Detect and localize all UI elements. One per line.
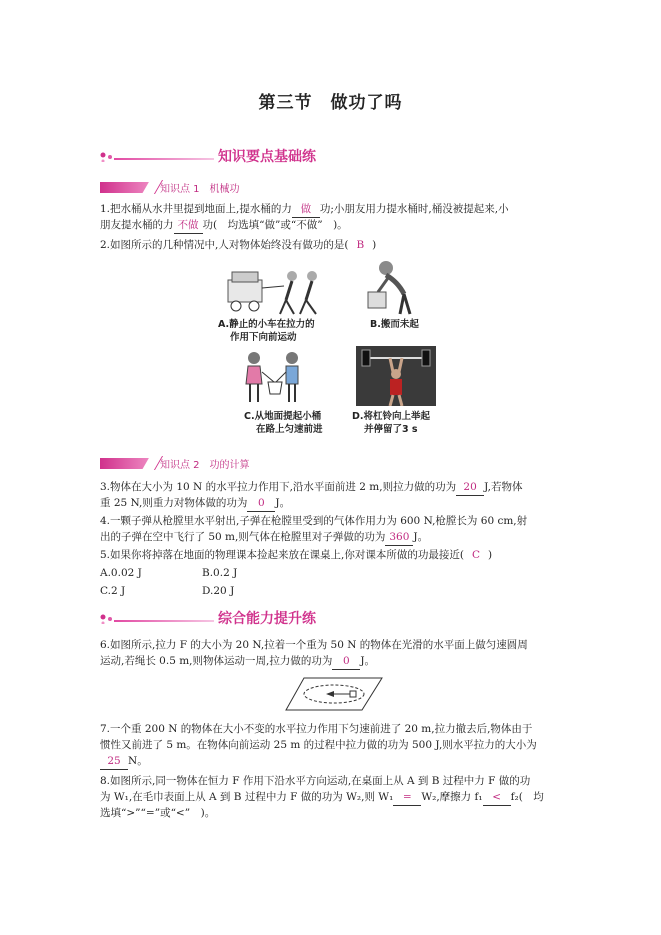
q1-text-4: 功( 均选填“做”或“不做” )。 <box>202 219 348 231</box>
question-2 <box>100 238 570 253</box>
section-line <box>114 158 214 160</box>
question-8-line-2 <box>100 790 570 806</box>
section-title: 知识要点基础练 <box>218 149 316 165</box>
q1-text-3: 朋友提水桶的力 <box>100 219 174 231</box>
question-7-line-3 <box>100 754 570 770</box>
q7-answer: 25 <box>100 754 128 770</box>
question-3-line-1 <box>100 480 570 496</box>
section-title: 综合能力提升练 <box>218 611 316 627</box>
figure-a-caption <box>218 318 315 344</box>
figure-c-caption-line-1: C.从地面提起小桶 <box>244 411 322 422</box>
question-1-line-1 <box>100 202 570 218</box>
knowledge-point-1 <box>100 180 400 196</box>
q2-close: ) <box>372 239 377 251</box>
question-3-line-2 <box>100 496 570 512</box>
q5-option-b: B.0.2 J <box>202 567 238 579</box>
q5-option-a: A.0.02 J <box>100 567 142 579</box>
q5-answer: C <box>471 549 480 561</box>
q6-answer: 0 <box>332 654 360 670</box>
q6-text: 运动,若绳长 0.5 m,则物体运动一周,拉力做的功为 <box>100 655 333 667</box>
q5-option-d: D.20 J <box>202 585 235 597</box>
weightlifter-icon <box>356 346 436 406</box>
figure-a-caption-line-2: 作用下向前运动 <box>230 332 297 343</box>
weightlifter-photo <box>356 346 436 406</box>
q3-text-4: J。 <box>275 497 291 509</box>
q1-answer-2: 不做 <box>174 218 203 234</box>
section-header-advanced <box>100 608 560 630</box>
page-title: 第三节 做功了吗 <box>258 93 403 113</box>
q8-text-3: f₂( 均 <box>510 791 544 803</box>
q1-answer-1: 做 <box>292 202 320 218</box>
cart-pull-illustration-icon <box>224 264 344 320</box>
figure-b-caption: B.搬而未起 <box>370 319 419 330</box>
q3-text: 3.物体在大小为 10 N 的水平拉力作用下,沿水平面前进 2 m,则拉力做的功为 <box>100 481 457 493</box>
q8-text: 为 W₁,在毛巾表面上从 A 到 B 过程中力 F 做的功为 W₂,则 W₁ <box>100 791 394 803</box>
question-7-line-2: 惯性又前进了 5 m。在物体向前运动 25 m 的过程中拉力做的功为 500 J,则水平拉力的大小为 <box>100 739 537 751</box>
question-8-line-1: 8.如图所示,同一物体在恒力 F 作用下沿水平方向运动,在桌面上从 A 到 B 过程中力 F 做的功 <box>100 775 531 787</box>
q7-text: N。 <box>128 755 148 767</box>
dots-decoration-icon <box>100 152 216 162</box>
q3-answer-2: 0 <box>247 496 275 512</box>
question-8-line-3: 选填“>”“=”或“<” )。 <box>100 807 216 819</box>
q8-answer-2: < <box>483 790 511 806</box>
q2-text: 2.如图所示的几种情况中,人对物体始终没有做功的是( <box>100 239 349 251</box>
kp-label: 知识点 2 功的计算 <box>160 460 250 471</box>
dots-decoration-icon <box>100 614 216 624</box>
kp-label: 知识点 1 机械功 <box>160 184 240 195</box>
q1-text: 1.把水桶从水井里提到地面上,提水桶的力 <box>100 203 292 215</box>
question-4-line-2 <box>100 530 570 546</box>
q3-text-2: J,若物体 <box>484 481 523 493</box>
q8-answer-1: = <box>393 790 421 806</box>
figure-c-caption-line-2: 在路上匀速前进 <box>256 424 323 435</box>
q4-text-2: J。 <box>413 531 429 543</box>
figure-a-caption-line-1: A.静止的小车在拉力的 <box>218 319 315 330</box>
q5-text: 5.如果你将掉落在地面的物理课本捡起来放在课桌上,你对课本所做的功最接近( <box>100 549 464 561</box>
q3-text-3: 重 25 N,则重力对物体做的功为 <box>100 497 248 509</box>
q5-option-c: C.2 J <box>100 585 126 597</box>
circular-motion-diagram-icon <box>284 676 384 712</box>
question-6-line-1: 6.如图所示,拉力 F 的大小为 20 N,拉着一个重为 50 N 的物体在光滑的水平面上做匀速圆周 <box>100 639 528 651</box>
q1-text-2: 功;小朋友用力提水桶时,桶没被提起来,小 <box>319 203 509 215</box>
knowledge-point-2 <box>100 456 400 472</box>
figure-d-caption-line-1: D.将杠铃向上举起 <box>352 411 430 422</box>
figure-d-caption-line-2: 并停留了3 s <box>364 424 418 435</box>
q5-close: ) <box>488 549 493 561</box>
q4-answer: 360 <box>385 530 413 546</box>
section-line <box>114 620 214 622</box>
q6-text-2: J。 <box>360 655 376 667</box>
question-1-line-2 <box>100 218 570 234</box>
q4-text: 出的子弹在空中飞行了 50 m,则气体在枪膛里对子弹做的功为 <box>100 531 386 543</box>
carry-bucket-illustration-icon <box>238 348 310 406</box>
section-header-basic <box>100 146 560 168</box>
question-6-line-2 <box>100 654 570 670</box>
question-4-line-1: 4.一颗子弹从枪膛里水平射出,子弹在枪膛里受到的气体作用力为 600 N,枪膛长为 60 cm,射 <box>100 515 528 527</box>
question-5 <box>100 548 570 563</box>
q8-text-2: W₂,摩擦力 f₁ <box>421 791 483 803</box>
figure-c-caption <box>244 410 323 436</box>
q3-answer-1: 20 <box>456 480 484 496</box>
q2-answer: B <box>356 239 365 251</box>
question-7-line-1: 7.一个重 200 N 的物体在大小不变的水平拉力作用下匀速前进了 20 m,拉力撤去后,物体由于 <box>100 723 533 735</box>
lifting-person-illustration-icon <box>364 258 418 316</box>
figure-d-caption <box>352 410 430 436</box>
